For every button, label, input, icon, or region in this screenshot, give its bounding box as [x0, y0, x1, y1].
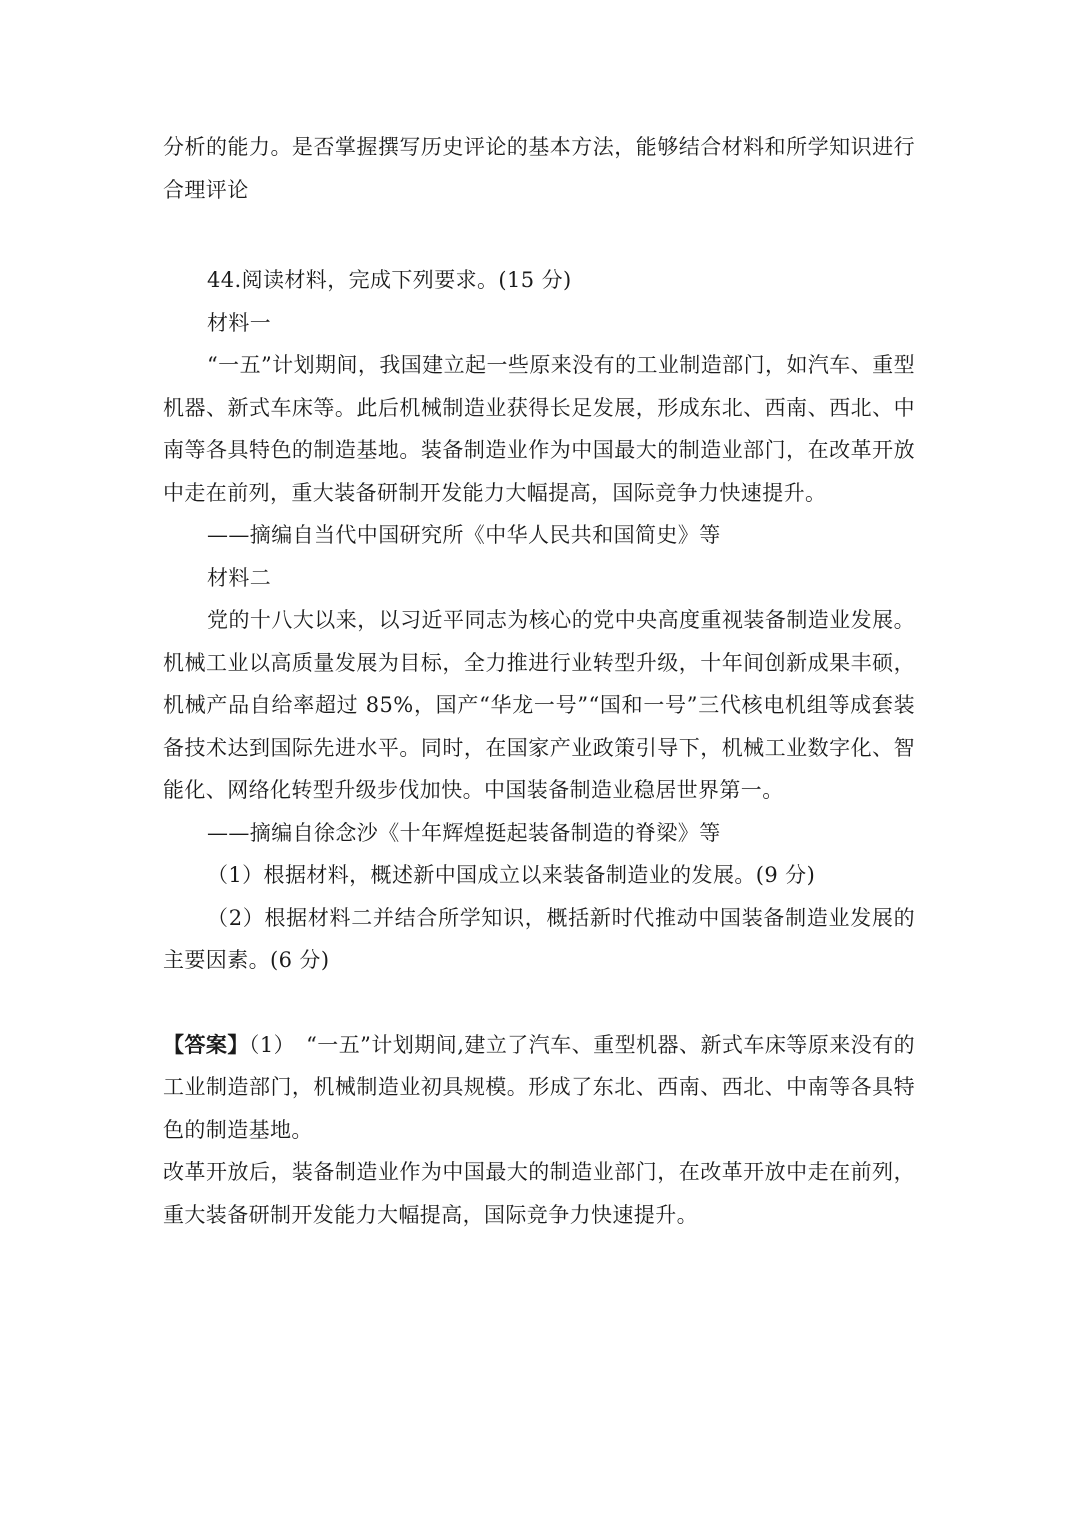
answer-part-two: 改革开放后，装备制造业作为中国最大的制造业部门，在改革开放中走在前列，重大装备研制开发能力大幅提高，国际竞争力快速提升。: [163, 1160, 915, 1227]
material-one-title: 材料一: [207, 310, 272, 335]
material-one-source: ——摘编自当代中国研究所《中华人民共和国简史》等: [207, 523, 721, 547]
material-one-body: “一五”计划期间，我国建立起一些原来没有的工业制造部门，如汽车、重型机器、新式车床等。此后机械制造业获得长足发展，形成东北、西南、西北、中南等各具特色的制造基地。装备制造业作为中国最大的制造业部门，在改革开放中走在前列，重大装备研制开发能力大幅提高，国际竞争力快速提升。: [163, 353, 915, 505]
document-page: [163, 126, 915, 1236]
answer-part-one-text: （1） “一五”计划期间,建立了汽车、重型机器、新式车床等原来没有的工业制造部门，机械制造业初具规模。形成了东北、西南、西北、中南等各具特色的制造基地。: [163, 1032, 915, 1142]
question-one: （1）根据材料，概述新中国成立以来装备制造业的发展。(9 分): [207, 863, 816, 887]
question-header: 44.阅读材料，完成下列要求。(15 分): [207, 268, 572, 292]
answer-part-one: [163, 1024, 915, 1152]
intro-continuation: 分析的能力。是否掌握撰写历史评论的基本方法，能够结合材料和所学知识进行合理评论: [163, 135, 915, 202]
answer-tag: 【答案】: [163, 1031, 249, 1057]
question-two: （2）根据材料二并结合所学知识，概括新时代推动中国装备制造业发展的主要因素。(6 分): [163, 905, 915, 972]
material-two-source: ——摘编自徐念沙《十年辉煌挺起装备制造的脊梁》等: [207, 820, 721, 845]
material-two-title: 材料二: [207, 565, 272, 590]
material-two-body: 党的十八大以来，以习近平同志为核心的党中央高度重视装备制造业发展。机械工业以高质量发展为目标，全力推进行业转型升级，十年间创新成果丰硕，机械产品自给率超过 85%，国产“华龙一号”“国和一号”三代核电机组等成套装备技术达到国际先进水平。同时，在国家产业政策引导下，机械工业数字化、智能化、网络化转型升级步伐加快。中国装备制造业稳居世界第一。: [163, 608, 915, 802]
